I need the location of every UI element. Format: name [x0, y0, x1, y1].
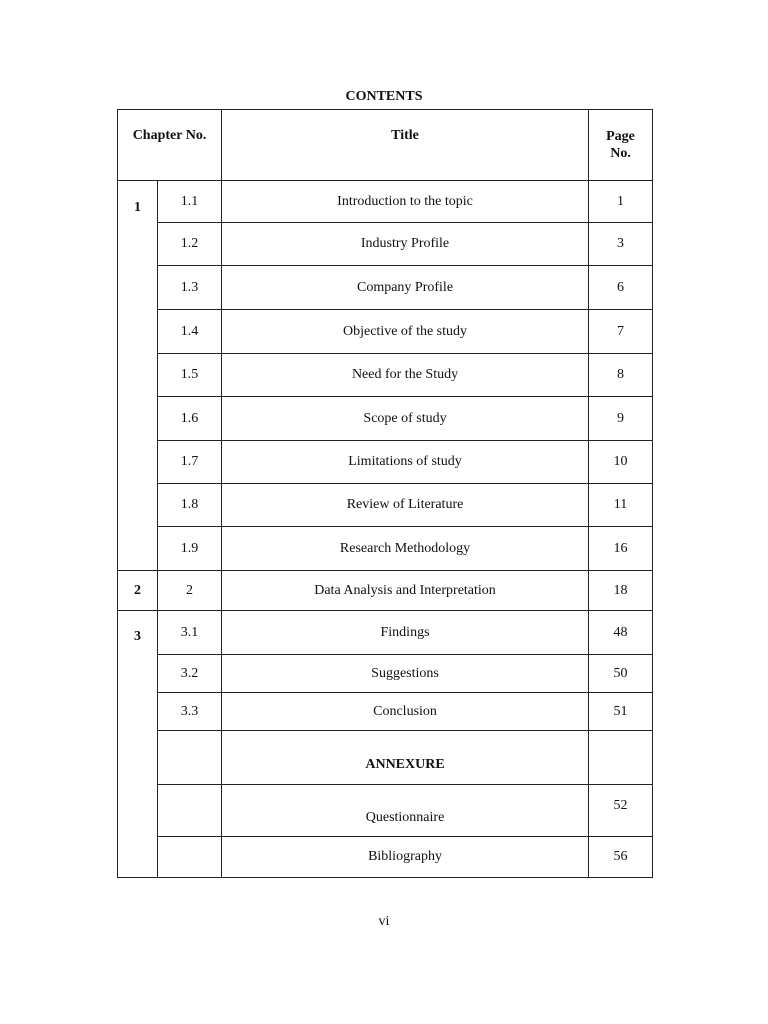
contents-heading: CONTENTS — [345, 89, 423, 104]
section-number: 2 — [158, 571, 222, 611]
table-row — [118, 223, 653, 266]
section-number: 1.3 — [158, 266, 222, 310]
page-header-line1: Page — [606, 129, 635, 144]
section-page: 9 — [589, 397, 653, 441]
section-page: 1 — [589, 181, 653, 223]
section-number: 3.3 — [158, 693, 222, 731]
table-row — [118, 527, 653, 571]
header-row — [118, 110, 653, 181]
section-number: 1.4 — [158, 310, 222, 354]
table-row — [118, 693, 653, 731]
table-row — [118, 571, 653, 611]
table-row — [118, 266, 653, 310]
section-page: 16 — [589, 527, 653, 571]
chapter-number: 2 — [118, 571, 158, 611]
annexure-title: ANNEXURE — [222, 731, 589, 785]
section-number: 1.9 — [158, 527, 222, 571]
chapter-number: 3 — [118, 611, 158, 878]
section-page: 10 — [589, 441, 653, 484]
annexure-item-title: Bibliography — [222, 837, 589, 878]
table-row — [118, 397, 653, 441]
annexure-item-page: 52 — [589, 785, 653, 837]
section-title: Objective of the study — [222, 310, 589, 354]
chapter-no-header: Chapter No. — [118, 110, 222, 181]
table-row — [118, 484, 653, 527]
table-row — [118, 441, 653, 484]
section-title: Industry Profile — [222, 223, 589, 266]
table-row — [118, 655, 653, 693]
section-page: 50 — [589, 655, 653, 693]
section-title: Conclusion — [222, 693, 589, 731]
empty-cell — [158, 785, 222, 837]
section-number: 1.1 — [158, 181, 222, 223]
table-row — [118, 785, 653, 837]
title-header: Title — [222, 110, 589, 181]
table-row — [118, 354, 653, 397]
section-page: 11 — [589, 484, 653, 527]
section-title: Introduction to the topic — [222, 181, 589, 223]
section-number: 3.2 — [158, 655, 222, 693]
section-title: Review of Literature — [222, 484, 589, 527]
contents-table — [117, 109, 653, 878]
page-no-header — [589, 110, 653, 181]
section-page: 51 — [589, 693, 653, 731]
table-row — [118, 837, 653, 878]
section-title: Suggestions — [222, 655, 589, 693]
annexure-row — [118, 731, 653, 785]
table-row — [118, 611, 653, 655]
section-page: 3 — [589, 223, 653, 266]
section-page: 8 — [589, 354, 653, 397]
annexure-item-title: Questionnaire — [222, 785, 589, 837]
section-title: Limitations of study — [222, 441, 589, 484]
empty-cell — [158, 731, 222, 785]
page-header-line2: No. — [610, 146, 631, 161]
section-page: 18 — [589, 571, 653, 611]
empty-cell — [158, 837, 222, 878]
table-row — [118, 310, 653, 354]
section-number: 1.5 — [158, 354, 222, 397]
section-title: Scope of study — [222, 397, 589, 441]
section-title: Need for the Study — [222, 354, 589, 397]
section-page: 7 — [589, 310, 653, 354]
table-row — [118, 181, 653, 223]
annexure-item-page: 56 — [589, 837, 653, 878]
section-title: Company Profile — [222, 266, 589, 310]
section-number: 1.7 — [158, 441, 222, 484]
section-number: 1.8 — [158, 484, 222, 527]
chapter-number: 1 — [118, 181, 158, 571]
section-page: 48 — [589, 611, 653, 655]
section-number: 3.1 — [158, 611, 222, 655]
section-title: Data Analysis and Interpretation — [222, 571, 589, 611]
section-title: Research Methodology — [222, 527, 589, 571]
section-number: 1.6 — [158, 397, 222, 441]
empty-cell — [589, 731, 653, 785]
page-number: vi — [378, 914, 390, 929]
section-page: 6 — [589, 266, 653, 310]
section-title: Findings — [222, 611, 589, 655]
section-number: 1.2 — [158, 223, 222, 266]
